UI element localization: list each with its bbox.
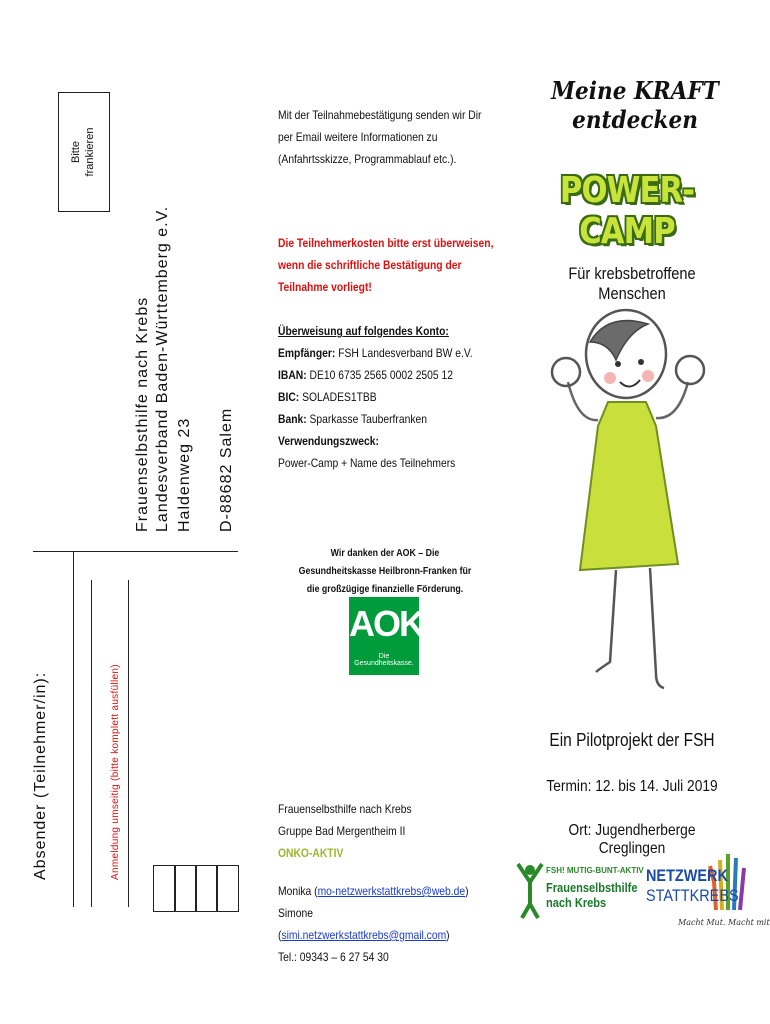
info-text: Mit der Teilnahmebestätigung senden wir Dir per Email weitere Informationen zu (Anfahrtsskizze, Programmablauf etc.).	[278, 108, 482, 166]
figure-cheek-right	[642, 370, 654, 382]
nsk-slogan: Macht Mut. Macht mit	[678, 918, 770, 927]
event-location: Ort: Jugendherberge Creglingen	[568, 822, 696, 857]
nsk-line-2: STATTKREBS	[646, 886, 739, 905]
sender-line-1[interactable]	[73, 552, 74, 907]
bank-label: Bank:	[278, 412, 307, 426]
fsh-logo	[516, 860, 644, 920]
sender-line-3[interactable]	[128, 580, 129, 907]
paren-close: )	[465, 884, 469, 898]
bank-row	[278, 408, 484, 430]
recipient-line-1: Frauenselbsthilfe nach Krebs	[134, 296, 151, 532]
stamp-label	[69, 128, 97, 177]
bank-details	[278, 320, 484, 474]
contact-persons	[278, 880, 484, 968]
figure-fist-right	[676, 356, 704, 384]
paren-close: )	[446, 928, 450, 942]
headline: Meine KRAFT entdecken	[551, 76, 719, 134]
figure-leg-right	[650, 568, 664, 688]
postal-code-boxes[interactable]	[153, 865, 239, 912]
monika-name: Monika (	[278, 884, 318, 898]
box-separator	[195, 866, 197, 911]
contact-org: Frauenselbsthilfe nach Krebs	[278, 802, 412, 816]
figure-arm-right	[656, 382, 688, 418]
figure-cheek-left	[604, 372, 616, 384]
aok-logo	[349, 597, 423, 675]
figure-dress	[580, 402, 678, 570]
aok-logo-text: AOK	[349, 603, 423, 644]
figure-fist-left	[552, 358, 580, 386]
recipient-line-4: D-88682 Salem	[218, 407, 235, 532]
iban-value: DE10 6735 2565 0002 2505 12	[309, 368, 454, 382]
nsk-line-1: NETZWERK	[646, 866, 728, 885]
bank-heading: Überweisung auf folgendes Konto:	[278, 324, 449, 338]
bank-recipient-value: FSH Landesverband BW e.V.	[338, 346, 473, 360]
stamp-line-1: Bitte	[70, 140, 82, 164]
contact-simone	[278, 902, 484, 946]
contact-group: Gruppe Bad Mergentheim II	[278, 824, 406, 838]
bic-row	[278, 386, 484, 408]
onko-aktiv: ONKO-AKTIV	[278, 846, 344, 860]
contact-block	[278, 798, 484, 864]
figure-eye-left	[615, 361, 621, 367]
subtitle: Für krebsbetroffene Menschen	[568, 264, 696, 303]
event-date: Termin: 12. bis 14. Juli 2019	[546, 778, 718, 795]
stamp-line-2: frankieren	[84, 127, 96, 177]
purpose-value: Power-Camp + Name des Teilnehmers	[278, 456, 456, 470]
figure-leg-left	[596, 570, 616, 672]
fsh-name-line-1: Frauenselbsthilfe	[546, 880, 638, 895]
fsh-figure-icon	[516, 860, 544, 920]
bic-label: BIC:	[278, 390, 300, 404]
iban-label: IBAN:	[278, 368, 307, 382]
recipient-line-3: Haldenweg 23	[176, 417, 193, 532]
bic-value: SOLADES1TBB	[302, 390, 377, 404]
box-separator	[216, 866, 218, 911]
box-separator	[174, 866, 176, 911]
sender-line-2[interactable]	[91, 580, 92, 907]
thanks-text: Wir danken der AOK – Die Gesundheitskasse Heilbronn-Franken für die großzügige finanzielle Förderung.	[298, 548, 472, 595]
bank-value: Sparkasse Tauberfranken	[309, 412, 427, 426]
recipient-line-2: Landesverband Baden-Württemberg e.V.	[154, 205, 171, 532]
fsh-name-line-2: nach Krebs	[546, 895, 607, 910]
payment-note: Die Teilnehmerkosten bitte erst überweisen, wenn die schriftliche Bestätigung der Teilnahme vorliegt!	[278, 236, 494, 294]
figure-hair	[590, 321, 648, 360]
bank-recipient-label: Empfänger:	[278, 346, 336, 360]
simone-name: Simone (	[278, 906, 313, 942]
power-camp-title: POWER-CAMP	[559, 170, 695, 252]
figure-eye-right	[638, 359, 644, 365]
simone-email-link[interactable]: simi.netzwerkstattkrebs@gmail.com	[281, 928, 447, 942]
monika-email-link[interactable]: mo-netzwerkstattkrebs@web.de	[317, 884, 466, 898]
purpose-label: Verwendungszweck:	[278, 434, 379, 448]
bank-recipient-row	[278, 342, 484, 364]
contact-phone: Tel.: 09343 – 6 27 54 30	[278, 950, 389, 964]
aok-logo-subtext: Die Gesundheitskasse.	[354, 653, 414, 667]
pilot-project: Ein Pilotprojekt der FSH	[549, 730, 715, 750]
netzwerk-stattkrebs-logo	[640, 852, 770, 932]
figure-smile	[620, 380, 640, 387]
contact-monika	[278, 880, 484, 902]
figure-arm-left	[568, 382, 598, 420]
iban-row	[278, 364, 484, 386]
fsh-name	[546, 880, 637, 910]
sender-label: Absender (Teilnehmer/in):	[32, 671, 49, 880]
cheering-figure-illustration	[538, 302, 718, 717]
divider	[33, 551, 238, 552]
registration-note: Anmeldung umseitig (bitte komplett ausfüllen)	[110, 664, 121, 880]
fsh-tagline: FSH! MUTIG-BUNT-AKTIV	[546, 866, 644, 875]
